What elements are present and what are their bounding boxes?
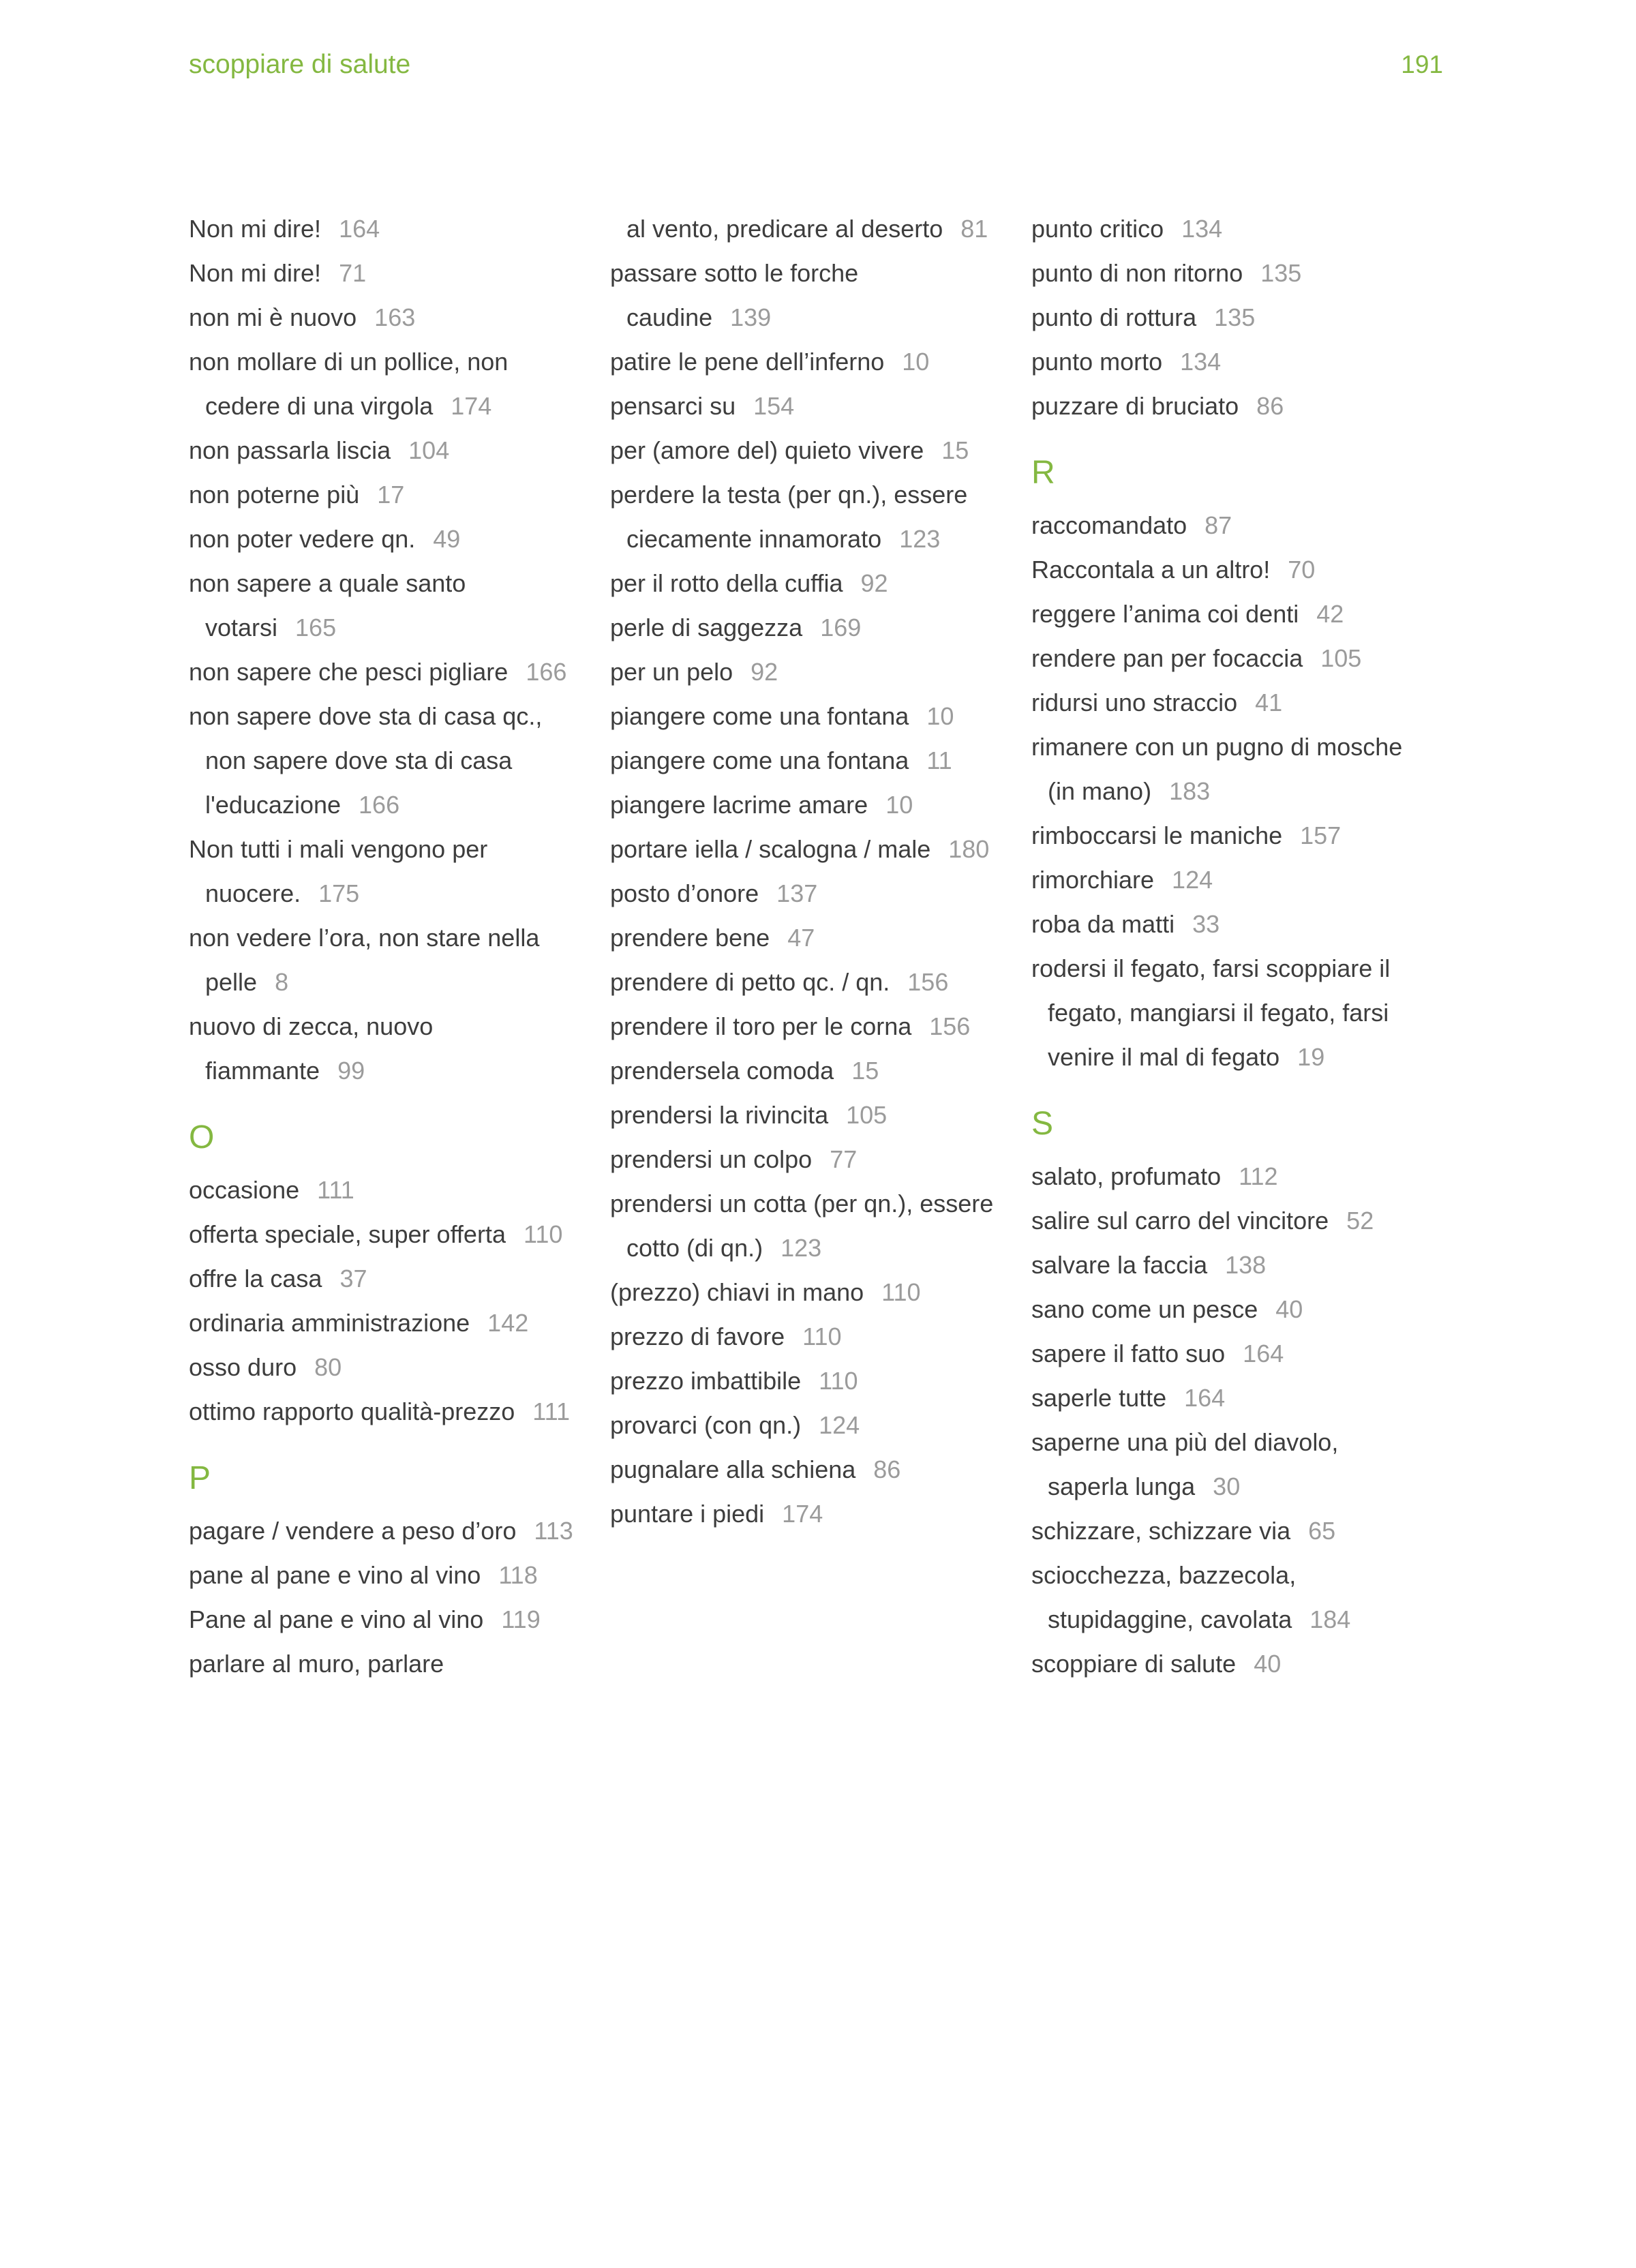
index-entry (610, 916, 996, 960)
entry-page-number: 135 (1214, 303, 1256, 331)
entry-page-number: 71 (339, 259, 367, 287)
letter-heading-s: S (1031, 1106, 1054, 1142)
entry-text: prendere il toro per le corna (610, 1012, 912, 1040)
running-header-title: scoppiare di salute (189, 50, 411, 79)
index-entry (1031, 1509, 1417, 1553)
entry-text: ottimo rapporto qualità-prezzo (189, 1397, 515, 1425)
entry-page-number: 77 (830, 1145, 858, 1173)
index-entry (1031, 1154, 1417, 1198)
entry-page-number: 138 (1225, 1251, 1267, 1279)
index-entry (189, 295, 575, 339)
entry-page-number: 163 (374, 303, 416, 331)
entry-text: osso duro (189, 1353, 297, 1381)
index-entry (189, 207, 575, 251)
entry-page-number: 65 (1308, 1517, 1336, 1545)
index-entry (610, 694, 996, 738)
entry-text: raccomandato (1031, 511, 1187, 539)
entry-text: perle di saggezza (610, 614, 803, 641)
entry-page-number: 156 (929, 1012, 971, 1040)
entry-page-number: 123 (781, 1234, 822, 1262)
entry-text: prendere bene (610, 924, 770, 952)
index-entry (189, 561, 575, 650)
index-entry (189, 1642, 575, 1686)
entry-page-number: 154 (753, 392, 795, 420)
entry-page-number: 86 (873, 1455, 901, 1483)
entry-text: Pane al pane e vino al vino (189, 1605, 484, 1633)
entry-page-number: 17 (377, 481, 405, 509)
entry-page-number: 47 (787, 924, 815, 952)
entry-text: piangere come una fontana (610, 746, 909, 774)
entry-text: salvare la faccia (1031, 1251, 1208, 1279)
entry-text: non poterne più (189, 481, 360, 509)
entry-text: Non tutti i mali vengono per nuocere. (189, 835, 488, 907)
index-entry (610, 1137, 996, 1181)
entry-page-number: 164 (1184, 1384, 1226, 1412)
entry-text: piangere come una fontana (610, 702, 909, 730)
page-number: 191 (1401, 50, 1443, 78)
entry-page-number: 92 (751, 658, 778, 686)
entry-text: rendere pan per focaccia (1031, 644, 1303, 672)
entry-text: pane al pane e vino al vino (189, 1561, 481, 1589)
index-entry (610, 1093, 996, 1137)
entry-text: non vedere l’ora, non stare nella pelle (189, 924, 540, 996)
index-entry (610, 1403, 996, 1447)
entry-text: per il rotto della cuffia (610, 569, 843, 597)
entry-page-number: 8 (275, 968, 289, 996)
index-entry (189, 1345, 575, 1389)
entry-page-number: 105 (1320, 644, 1362, 672)
entry-page-number: 124 (819, 1411, 860, 1439)
index-entry (610, 738, 996, 783)
entry-text: rodersi il fegato, farsi scoppiare il fegato, mangiarsi il fegato, farsi venire il mal di fegato (1031, 954, 1391, 1071)
entry-page-number: 157 (1300, 821, 1342, 849)
entry-text: Raccontala a un altro! (1031, 556, 1271, 584)
entry-page-number: 105 (846, 1101, 888, 1129)
entry-text: prendersela comoda (610, 1057, 834, 1085)
index-entry (1031, 1642, 1417, 1686)
index-entry (189, 827, 575, 916)
entry-page-number: 10 (902, 348, 930, 376)
index-entry (1031, 547, 1417, 592)
entry-page-number: 110 (802, 1322, 842, 1350)
entry-page-number: 41 (1255, 689, 1283, 716)
entry-text: prendere di petto qc. / qn. (610, 968, 890, 996)
entry-page-number: 124 (1172, 866, 1213, 894)
entry-page-number: 183 (1169, 777, 1211, 805)
entry-page-number: 10 (885, 791, 913, 819)
index-entry (610, 1270, 996, 1314)
entry-page-number: 118 (498, 1561, 538, 1589)
index-entry (610, 960, 996, 1004)
entry-page-number: 42 (1316, 600, 1344, 628)
entry-text: ordinaria amministrazione (189, 1309, 470, 1337)
entry-page-number: 164 (1243, 1340, 1284, 1367)
index-entry (1031, 295, 1417, 339)
entry-page-number: 164 (339, 215, 380, 243)
entry-page-number: 142 (487, 1309, 529, 1337)
entry-text: non sapere dove sta di casa qc., non sapere dove sta di casa l'educazione (189, 702, 543, 819)
index-entry (610, 384, 996, 428)
index-entry (610, 251, 996, 339)
entry-text: saperne una più del diavolo, saperla lunga (1031, 1428, 1339, 1500)
entry-text: sano come un pesce (1031, 1295, 1258, 1323)
entry-text: parlare al muro, parlare (189, 1650, 444, 1678)
index-columns (189, 207, 1443, 1686)
entry-page-number: 111 (317, 1176, 354, 1204)
entry-text: prendersi la rivincita (610, 1101, 829, 1129)
index-entry (1031, 1198, 1417, 1243)
entry-page-number: 99 (337, 1057, 365, 1085)
entry-text: rimboccarsi le maniche (1031, 821, 1283, 849)
entry-page-number: 70 (1288, 556, 1316, 584)
entry-text: schizzare, schizzare via (1031, 1517, 1291, 1545)
entry-page-number: 37 (339, 1265, 367, 1292)
entry-text: pensarci su (610, 392, 736, 420)
index-entry (189, 1597, 575, 1642)
entry-text: punto critico (1031, 215, 1164, 243)
entry-text: al vento, predicare al deserto (626, 215, 943, 243)
entry-text: posto d’onore (610, 879, 759, 907)
entry-page-number: 139 (730, 303, 772, 331)
index-entry (1031, 1420, 1417, 1509)
index-entry (1031, 1553, 1417, 1642)
index-entry (189, 1256, 575, 1301)
index-entry (1031, 251, 1417, 295)
entry-text: punto di non ritorno (1031, 259, 1243, 287)
entry-text: prezzo di favore (610, 1322, 785, 1350)
entry-page-number: 169 (820, 614, 862, 641)
entry-text: puntare i piedi (610, 1500, 765, 1528)
index-entry (189, 472, 575, 517)
entry-text: non mi è nuovo (189, 303, 357, 331)
index-entry (1031, 1331, 1417, 1376)
entry-text: portare iella / scalogna / male (610, 835, 931, 863)
index-entry (610, 783, 996, 827)
entry-page-number: 11 (926, 746, 952, 774)
index-entry (189, 1168, 575, 1212)
entry-page-number: 92 (860, 569, 888, 597)
index-column-1 (189, 207, 575, 1686)
index-entry (610, 650, 996, 694)
entry-text: non passarla liscia (189, 436, 391, 464)
entry-text: non poter vedere qn. (189, 525, 416, 553)
entry-page-number: 33 (1192, 910, 1220, 938)
entry-text: punto di rottura (1031, 303, 1197, 331)
entry-page-number: 52 (1346, 1207, 1374, 1235)
index-entry (1031, 902, 1417, 946)
index-entry (610, 428, 996, 472)
index-entry (1031, 725, 1417, 813)
index-entry (610, 1447, 996, 1492)
entry-text: salato, profumato (1031, 1162, 1222, 1190)
entry-text: pugnalare alla schiena (610, 1455, 856, 1483)
entry-page-number: 184 (1309, 1605, 1351, 1633)
index-entry (1031, 1243, 1417, 1287)
entry-text: prendersi un colpo (610, 1145, 813, 1173)
index-entry (1031, 1376, 1417, 1420)
entry-text: nuovo di zecca, nuovo fiammante (189, 1012, 434, 1085)
entry-text: offre la casa (189, 1265, 322, 1292)
entry-page-number: 81 (960, 215, 988, 243)
entry-page-number: 112 (1239, 1162, 1278, 1190)
index-entry (610, 472, 996, 561)
index-entry (1031, 946, 1417, 1079)
index-entry (610, 871, 996, 916)
entry-page-number: 137 (776, 879, 818, 907)
entry-text: non mollare di un pollice, non cedere di una virgola (189, 348, 509, 420)
entry-text: provarci (con qn.) (610, 1411, 802, 1439)
entry-page-number: 104 (408, 436, 450, 464)
entry-text: sapere il fatto suo (1031, 1340, 1226, 1367)
entry-text: Non mi dire! (189, 215, 322, 243)
entry-page-number: 49 (433, 525, 461, 553)
entry-page-number: 180 (948, 835, 990, 863)
entry-text: pagare / vendere a peso d’oro (189, 1517, 517, 1545)
entry-text: patire le pene dell’inferno (610, 348, 885, 376)
index-entry (610, 1359, 996, 1403)
entry-page-number: 135 (1260, 259, 1302, 287)
index-entry (189, 339, 575, 428)
entry-text: roba da matti (1031, 910, 1175, 938)
index-entry (1031, 680, 1417, 725)
index-entry (189, 1509, 575, 1553)
index-entry (1031, 592, 1417, 636)
entry-text: perdere la testa (per qn.), essere ciecamente innamorato (610, 481, 968, 553)
entry-page-number: 134 (1181, 215, 1223, 243)
index-entry (610, 827, 996, 871)
index-entry (1031, 813, 1417, 858)
index-entry (189, 1553, 575, 1597)
entry-page-number: 175 (318, 879, 360, 907)
entry-page-number: 174 (782, 1500, 823, 1528)
entry-text: ridursi uno straccio (1031, 689, 1238, 716)
index-entry (189, 650, 575, 694)
entry-page-number: 134 (1180, 348, 1222, 376)
index-entry (189, 1389, 575, 1434)
entry-text: (prezzo) chiavi in mano (610, 1278, 864, 1306)
entry-page-number: 166 (359, 791, 400, 819)
index-entry (610, 605, 996, 650)
index-entry (610, 561, 996, 605)
entry-text: prezzo imbattibile (610, 1367, 802, 1395)
entry-text: rimanere con un pugno di mosche (in mano) (1031, 733, 1403, 805)
entry-text: saperle tutte (1031, 1384, 1167, 1412)
index-entry (189, 517, 575, 561)
entry-page-number: 156 (907, 968, 949, 996)
entry-text: punto morto (1031, 348, 1163, 376)
entry-page-number: 119 (501, 1605, 541, 1633)
index-column-2 (610, 207, 996, 1686)
index-entry (1031, 339, 1417, 384)
entry-page-number: 80 (314, 1353, 342, 1381)
index-entry (189, 428, 575, 472)
index-entry (189, 916, 575, 1004)
index-entry (189, 251, 575, 295)
entry-page-number: 10 (926, 702, 954, 730)
index-entry (1031, 1287, 1417, 1331)
index-entry (610, 1492, 996, 1536)
entry-page-number: 15 (851, 1057, 879, 1085)
index-entry (1031, 207, 1417, 251)
entry-text: prendersi un cotta (per qn.), essere cotto (di qn.) (610, 1190, 994, 1262)
entry-page-number: 110 (819, 1367, 858, 1395)
entry-page-number: 111 (532, 1397, 570, 1425)
letter-heading-r: R (1031, 455, 1055, 491)
entry-page-number: 174 (451, 392, 492, 420)
index-entry (610, 207, 996, 251)
entry-page-number: 86 (1256, 392, 1284, 420)
entry-text: piangere lacrime amare (610, 791, 868, 819)
entry-text: reggere l’anima coi denti (1031, 600, 1299, 628)
index-entry (610, 1004, 996, 1048)
entry-page-number: 40 (1254, 1650, 1282, 1678)
entry-text: per un pelo (610, 658, 733, 686)
index-entry (610, 339, 996, 384)
index-entry (1031, 384, 1417, 428)
entry-text: offerta speciale, super offerta (189, 1220, 506, 1248)
entry-page-number: 87 (1205, 511, 1232, 539)
index-entry (610, 1314, 996, 1359)
index-column-3 (1031, 207, 1417, 1686)
index-entry (1031, 858, 1417, 902)
index-entry (610, 1048, 996, 1093)
entry-page-number: 40 (1275, 1295, 1303, 1323)
entry-page-number: 110 (523, 1220, 563, 1248)
index-entry (189, 1212, 575, 1256)
entry-page-number: 113 (534, 1517, 573, 1545)
entry-text: occasione (189, 1176, 300, 1204)
entry-page-number: 123 (899, 525, 941, 553)
entry-page-number: 19 (1297, 1043, 1325, 1071)
index-entry (1031, 636, 1417, 680)
index-entry (189, 1004, 575, 1093)
entry-text: per (amore del) quieto vivere (610, 436, 924, 464)
index-entry (610, 1181, 996, 1270)
entry-text: rimorchiare (1031, 866, 1155, 894)
letter-heading-p: P (189, 1460, 211, 1496)
entry-page-number: 15 (941, 436, 969, 464)
entry-text: puzzare di bruciato (1031, 392, 1239, 420)
entry-text: Non mi dire! (189, 259, 322, 287)
entry-page-number: 166 (526, 658, 567, 686)
page-header (189, 49, 1443, 80)
index-entry (189, 694, 575, 827)
index-entry (1031, 503, 1417, 547)
index-entry (189, 1301, 575, 1345)
entry-text: sciocchezza, bazzecola, stupidaggine, cavolata (1031, 1561, 1297, 1633)
entry-text: salire sul carro del vincitore (1031, 1207, 1329, 1235)
entry-page-number: 30 (1213, 1472, 1241, 1500)
entry-text: non sapere a quale santo votarsi (189, 569, 466, 641)
entry-page-number: 165 (295, 614, 337, 641)
entry-text: non sapere che pesci pigliare (189, 658, 509, 686)
entry-text: passare sotto le forche caudine (610, 259, 859, 331)
letter-heading-o: O (189, 1119, 215, 1155)
entry-page-number: 110 (881, 1278, 921, 1306)
entry-text: scoppiare di salute (1031, 1650, 1237, 1678)
